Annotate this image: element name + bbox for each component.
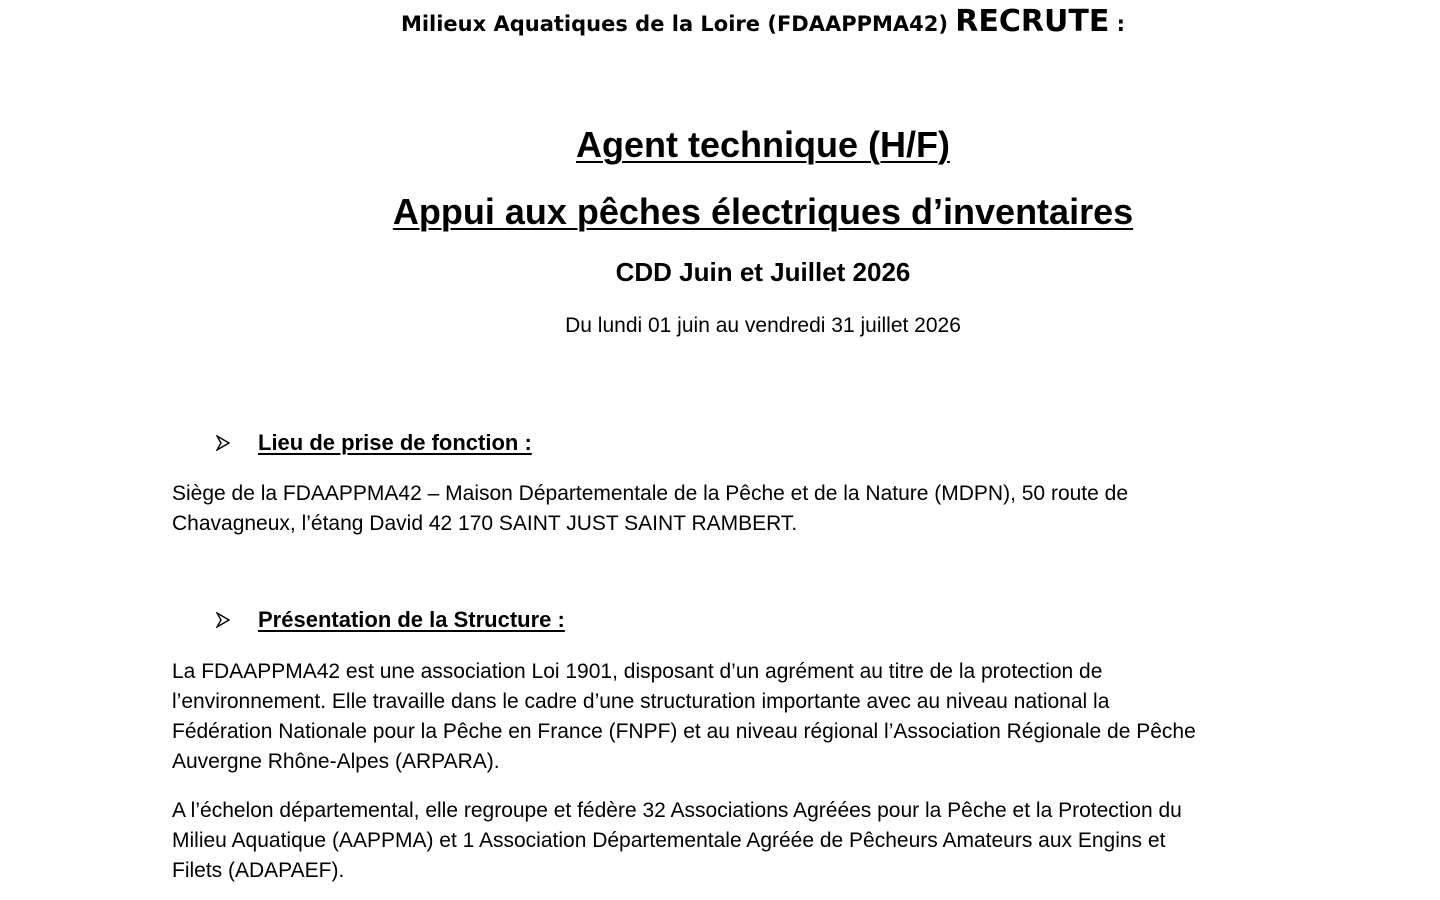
section-heading-label: Présentation de la Structure :	[258, 607, 565, 632]
arrow-bullet-icon	[216, 612, 230, 628]
section-heading-label: Lieu de prise de fonction :	[258, 430, 532, 455]
section-heading-presentation	[216, 607, 565, 633]
section-heading-lieu	[216, 430, 532, 456]
paragraph-line: Siège de la FDAAPPMA42 – Maison Départementale de la Pêche et de la Nature (MDPN), 50 route de	[172, 482, 1129, 505]
header-colon: :	[1109, 12, 1126, 36]
presentation-paragraph-1	[172, 657, 1372, 777]
contract-type: CDD Juin et Juillet 2026	[615, 257, 911, 287]
lieu-paragraph	[172, 479, 1372, 539]
job-title: Agent technique (H/F)	[576, 124, 950, 165]
paragraph-line: Milieu Aquatique (AAPPMA) et 1 Association Départementale Agréée de Pêcheurs Amateurs aux Engins et	[172, 829, 1166, 852]
recrute-label: RECRUTE	[955, 4, 1110, 39]
presentation-paragraph-2	[172, 796, 1372, 886]
paragraph-line: A l’échelon départemental, elle regroupe et fédère 32 Associations Agréées pour la Pêche et la Protection du	[172, 799, 1182, 822]
paragraph-line: La FDAAPPMA42 est une association Loi 1901, disposant d’un agrément au titre de la protection de	[172, 660, 1103, 683]
paragraph-line: l’environnement. Elle travaille dans le cadre d’une structuration importante avec au niveau national la	[172, 690, 1110, 713]
organization-name: Milieux Aquatiques de la Loire (FDAAPPMA42)	[400, 12, 948, 36]
paragraph-line: Auvergne Rhône-Alpes (ARPARA).	[172, 750, 500, 773]
contract-dates: Du lundi 01 juin au vendredi 31 juillet 2026	[565, 314, 961, 337]
paragraph-line: Chavagneux, l’étang David 42 170 SAINT JUST SAINT RAMBERT.	[172, 512, 798, 535]
recruitment-header	[0, 4, 1440, 39]
job-subtitle: Appui aux pêches électriques d’inventaires	[392, 191, 1134, 232]
paragraph-line: Fédération Nationale pour la Pêche en France (FNPF) et au niveau régional l’Association Régionale de Pêche	[172, 720, 1196, 743]
arrow-bullet-icon	[216, 435, 230, 451]
paragraph-line: Filets (ADAPAEF).	[172, 859, 345, 882]
